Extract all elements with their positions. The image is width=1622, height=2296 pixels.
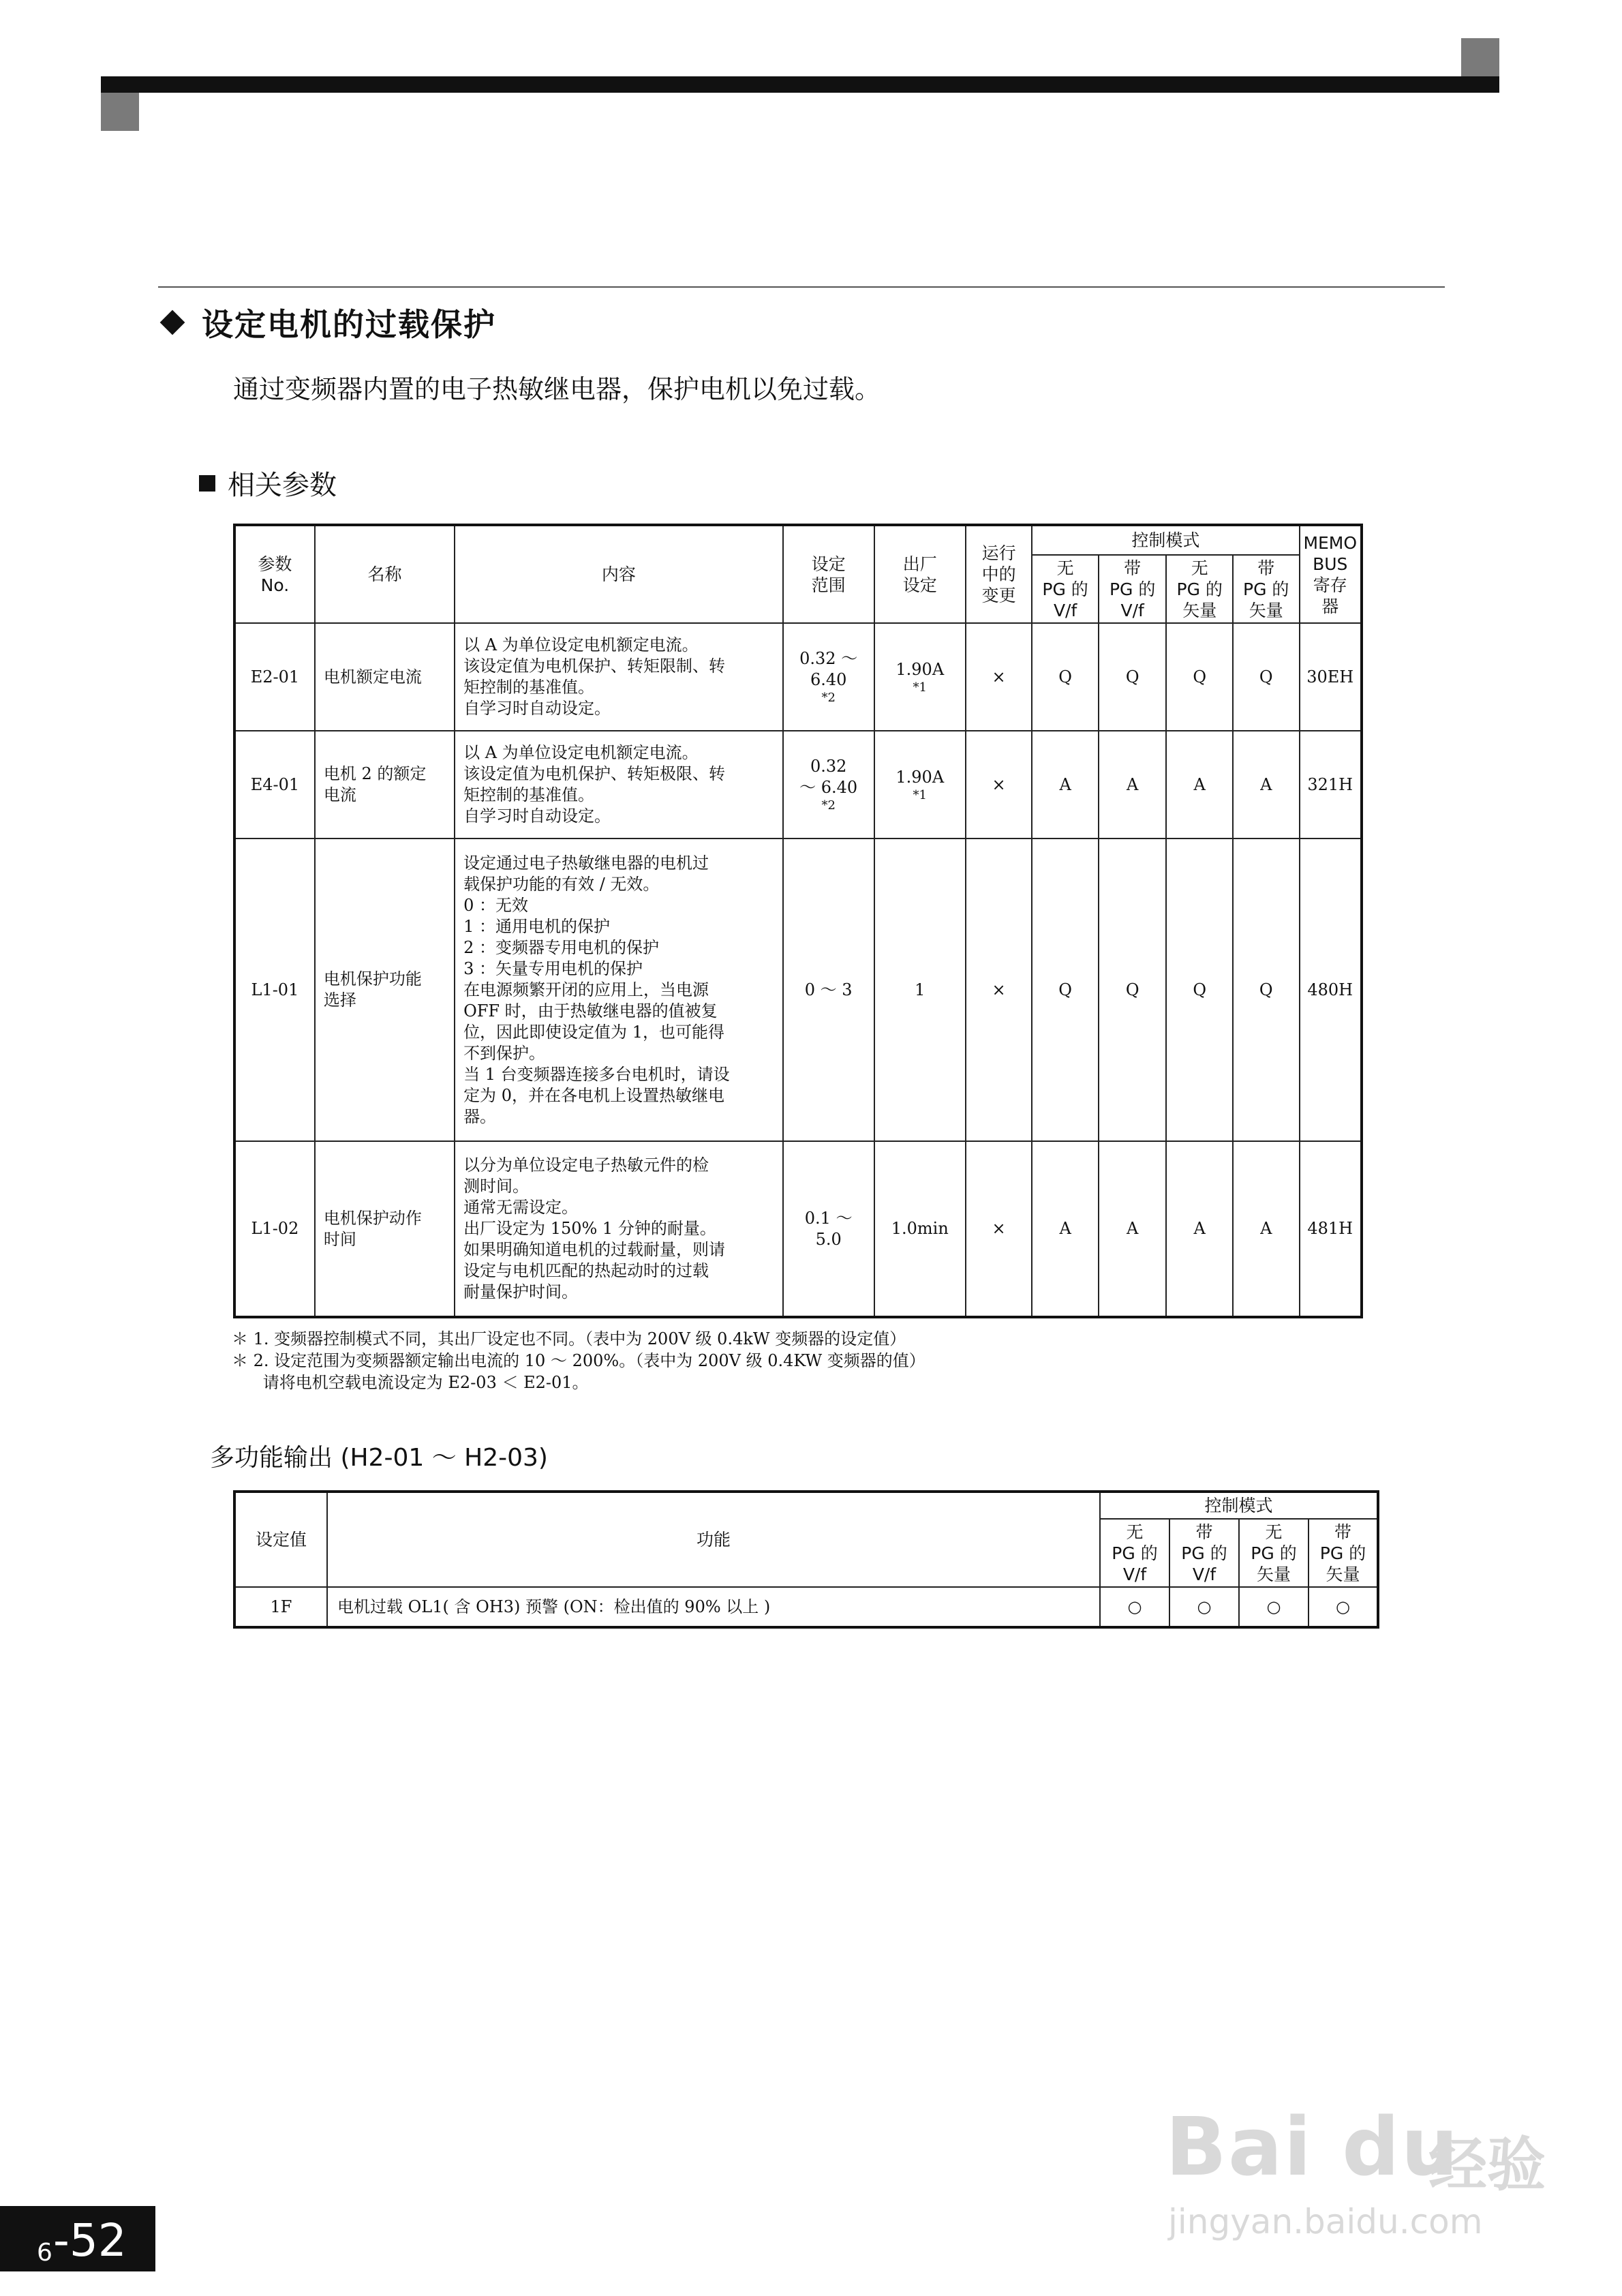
mode-3: A: [1166, 731, 1233, 839]
range-value: 0.32 ～ 6.40: [799, 757, 858, 797]
mode-1: A: [1032, 1141, 1099, 1317]
page-number: -52: [53, 2214, 127, 2267]
header-mode-4: 带 PG 的 矢量: [1233, 555, 1300, 623]
param-factory: [874, 839, 966, 1141]
param-range: [783, 1141, 874, 1317]
mode-2: ○: [1169, 1587, 1239, 1627]
header-corner-block: [1461, 38, 1499, 78]
mode-3: A: [1166, 1141, 1233, 1317]
mode-1: Q: [1032, 839, 1099, 1141]
header-control-mode: 控制模式: [1032, 525, 1299, 555]
header-param-no: 参数 No.: [234, 525, 315, 623]
header-setting: 设定值: [234, 1492, 327, 1587]
param-content: 以 A 为单位设定电机额定电流。 该设定值为电机保护、转矩限制、转 矩控制的基准值。 自学习时自动设定。: [455, 623, 783, 731]
header-range: 设定 范围: [783, 525, 874, 623]
table-row: [234, 623, 1362, 731]
param-content: 以 A 为单位设定电机额定电流。 该设定值为电机保护、转矩极限、转 矩控制的基准值。 自学习时自动设定。: [455, 731, 783, 839]
multi-output-table: [233, 1490, 1379, 1629]
section-heading: [158, 300, 496, 345]
multi-output-title: 多功能输出 (H2-01 ～ H2-03): [210, 1444, 548, 1472]
function-description: 电机过载 OL1( 含 OH3) 预警 (ON：检出值的 90% 以上 ): [327, 1587, 1100, 1627]
mode-3: ○: [1239, 1587, 1309, 1627]
param-name: 电机保护动作 时间: [315, 1141, 455, 1317]
mode-3: Q: [1166, 839, 1233, 1141]
page-number-box: [0, 2206, 155, 2271]
header-mode-2: 带 PG 的 V/f: [1169, 1519, 1239, 1587]
param-content: 设定通过电子热敏继电器的电机过 载保护功能的有效 / 无效。 0 ：无效 1 ：通用电机的保护 2 ：变频器专用电机的保护 3 ：矢量专用电机的保护 在电源频繁开闭的应用上，当电源 OFF 时，由于热敏继电器的值被复 位，因此即使设定值为 1，也可能得 不到保护。 当 1 台变频器连接多台电机时，请设 定为 0，并在各电机上设置热敏继电 器。: [455, 839, 783, 1141]
param-factory: [874, 623, 966, 731]
factory-value: 1: [915, 980, 925, 999]
header-memobus: MEMO BUS 寄存 器: [1300, 525, 1362, 623]
mode-4: A: [1233, 1141, 1300, 1317]
mode-4: Q: [1233, 839, 1300, 1141]
register: 480H: [1300, 839, 1362, 1141]
header-content: 内容: [455, 525, 783, 623]
header-mode-2: 带 PG 的 V/f: [1099, 555, 1167, 623]
param-no: L1-02: [234, 1141, 315, 1317]
footnotes: [232, 1328, 925, 1393]
footnote: 请将电机空载电流设定为 E2-03 ＜ E2-01。: [232, 1373, 589, 1392]
mode-4: ○: [1309, 1587, 1378, 1627]
param-change: ×: [966, 623, 1032, 731]
factory-note: *1: [913, 787, 927, 802]
header-mode-3: 无 PG 的 矢量: [1166, 555, 1233, 623]
register: 321H: [1300, 731, 1362, 839]
header-control-mode: 控制模式: [1100, 1492, 1378, 1519]
register: 30EH: [1300, 623, 1362, 731]
mode-2: Q: [1099, 839, 1167, 1141]
section-divider: [158, 286, 1445, 288]
param-factory: [874, 731, 966, 839]
section-title: 设定电机的过载保护: [202, 306, 496, 343]
header-function: 功能: [327, 1492, 1100, 1587]
param-name: 电机保护功能 选择: [315, 839, 455, 1141]
range-note: *2: [821, 691, 836, 705]
param-factory: [874, 1141, 966, 1317]
header-corner-block-left: [101, 93, 139, 131]
mode-4: A: [1233, 731, 1300, 839]
mode-2: A: [1099, 731, 1167, 839]
factory-note: *1: [913, 680, 927, 695]
range-value: 0.1 ～ 5.0: [804, 1208, 853, 1249]
range-value: 0.32 ～ 6.40: [799, 649, 858, 689]
subsection-title: 相关参数: [228, 470, 337, 501]
diamond-bullet-icon: [160, 310, 185, 335]
section-intro: 通过变频器内置的电子热敏继电器，保护电机以免过载。: [233, 374, 881, 404]
mode-1: A: [1032, 731, 1099, 839]
watermark-logo-cn: 经验: [1428, 2131, 1546, 2199]
mode-1: Q: [1032, 623, 1099, 731]
table-row: [234, 1587, 1378, 1627]
factory-value: 1.0min: [891, 1219, 949, 1238]
param-name: 电机额定电流: [315, 623, 455, 731]
param-change: ×: [966, 731, 1032, 839]
footnote: ＊ 2. 设定范围为变频器额定输出电流的 10 ～ 200%。（表中为 200V 级 0.4KW 变频器的值）: [232, 1351, 925, 1370]
footnote: ＊ 1. 变频器控制模式不同，其出厂设定也不同。（表中为 200V 级 0.4kW 变频器的设定值）: [232, 1329, 906, 1348]
mode-3: Q: [1166, 623, 1233, 731]
param-name: 电机 2 的额定 电流: [315, 731, 455, 839]
factory-value: 1.90A: [896, 767, 945, 787]
mode-1: ○: [1100, 1587, 1169, 1627]
param-no: E2-01: [234, 623, 315, 731]
square-bullet-icon: [199, 475, 215, 492]
chapter-number: 6: [37, 2239, 52, 2267]
range-note: *2: [821, 798, 836, 813]
mode-2: A: [1099, 1141, 1167, 1317]
range-value: 0 ～ 3: [804, 980, 853, 999]
header-bar: [101, 76, 1499, 93]
header-change-during-run: 运行 中的 变更: [966, 525, 1032, 623]
header-mode-1: 无 PG 的 V/f: [1032, 555, 1099, 623]
watermark-url: jingyan.baidu.com: [1168, 2202, 1483, 2241]
factory-value: 1.90A: [896, 659, 945, 679]
setting-value: 1F: [234, 1587, 327, 1627]
param-no: L1-01: [234, 839, 315, 1141]
param-change: ×: [966, 839, 1032, 1141]
param-no: E4-01: [234, 731, 315, 839]
param-range: [783, 839, 874, 1141]
mode-4: Q: [1233, 623, 1300, 731]
table-row: [234, 839, 1362, 1141]
table-row: [234, 1141, 1362, 1317]
param-range: [783, 731, 874, 839]
subsection-heading: [199, 464, 337, 502]
register: 481H: [1300, 1141, 1362, 1317]
header-name: 名称: [315, 525, 455, 623]
param-change: ×: [966, 1141, 1032, 1317]
table-row: [234, 731, 1362, 839]
parameter-table: [233, 524, 1363, 1318]
param-content: 以分为单位设定电子热敏元件的检 测时间。 通常无需设定。 出厂设定为 150% 1 分钟的耐量。 如果明确知道电机的过载耐量，则请 设定与电机匹配的热起动时的过载 耐量保护时间。: [455, 1141, 783, 1317]
header-factory: 出厂 设定: [874, 525, 966, 623]
header-mode-4: 带 PG 的 矢量: [1309, 1519, 1378, 1587]
mode-2: Q: [1099, 623, 1167, 731]
watermark: [1165, 2100, 1547, 2250]
watermark-logo: Bai du: [1165, 2100, 1460, 2194]
header-mode-3: 无 PG 的 矢量: [1239, 1519, 1309, 1587]
header-mode-1: 无 PG 的 V/f: [1100, 1519, 1169, 1587]
param-range: [783, 623, 874, 731]
